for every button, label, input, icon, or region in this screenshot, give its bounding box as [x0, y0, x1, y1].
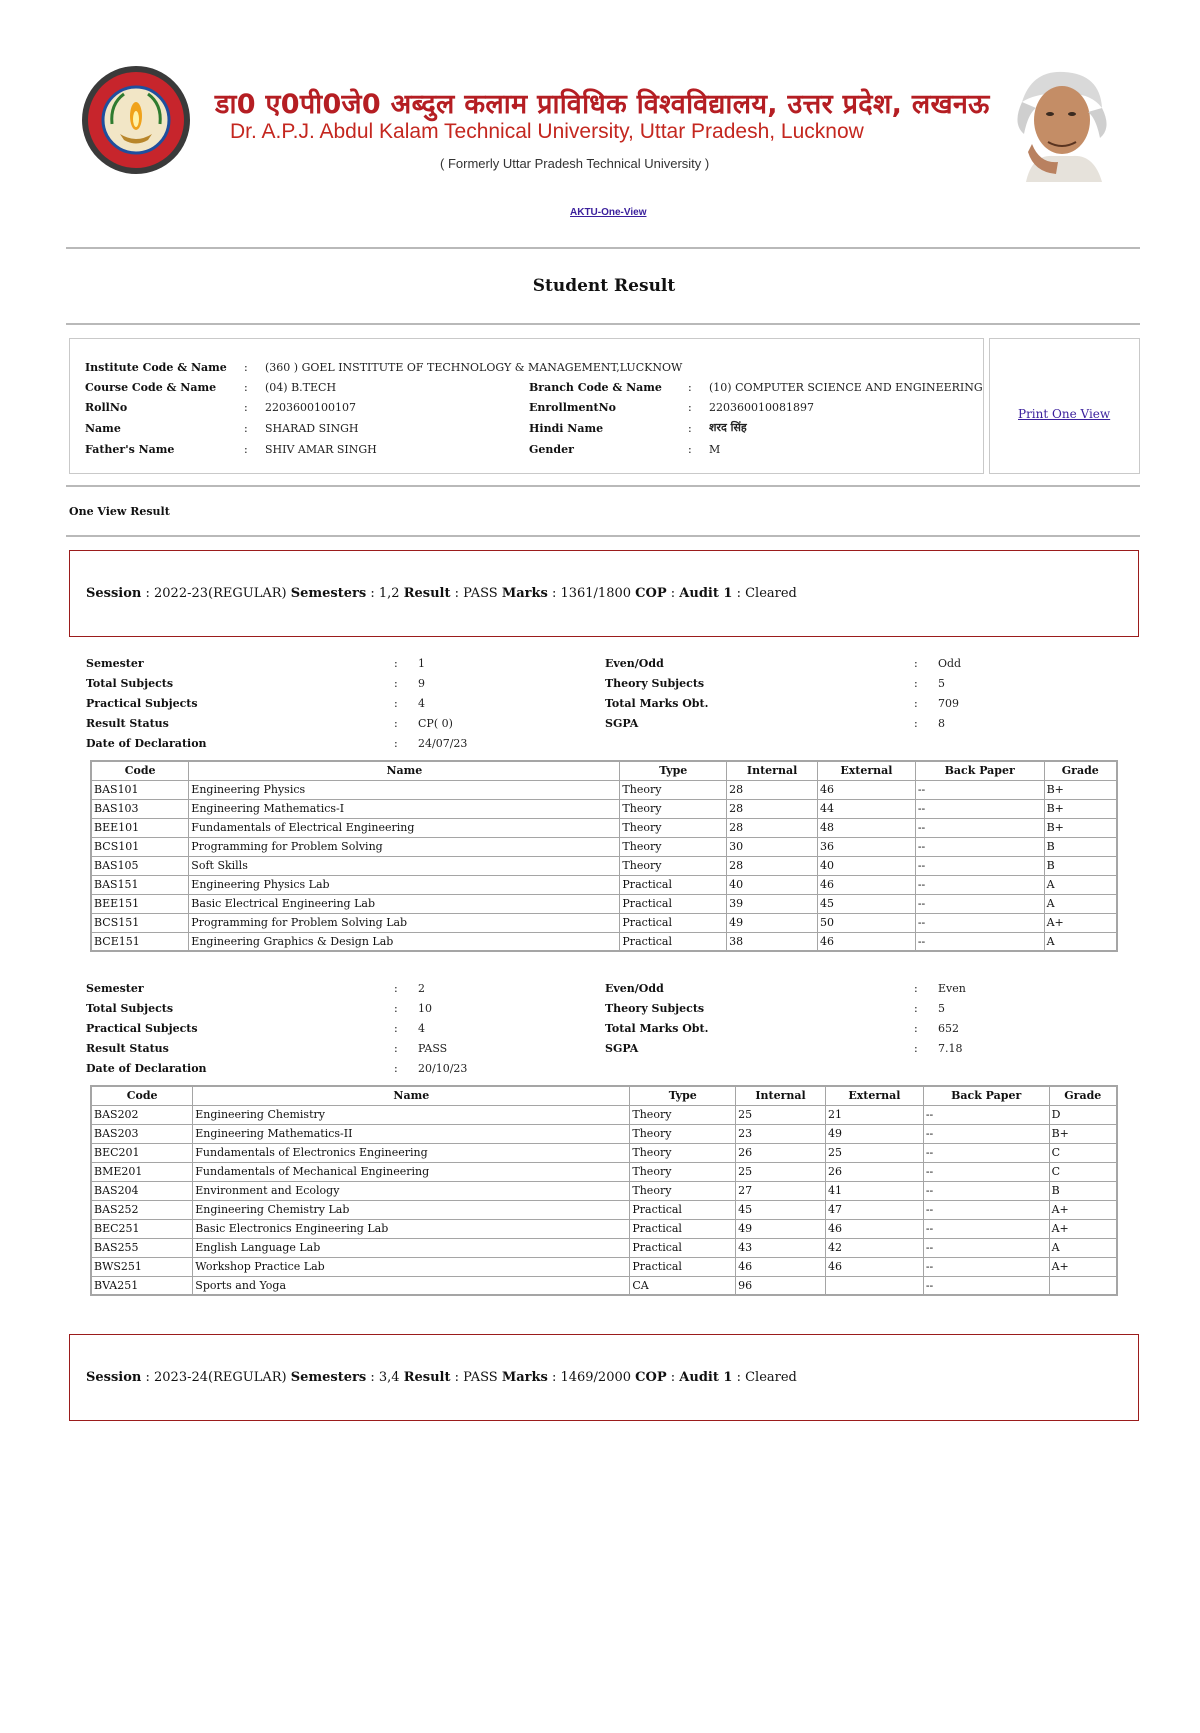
total-marks-value: 709 [938, 697, 959, 710]
colon: : [394, 1062, 398, 1075]
column-header-grade: Grade [1044, 761, 1117, 780]
one-view-result-label: One View Result [69, 505, 170, 518]
institute-value: (360 ) GOEL INSTITUTE OF TECHNOLOGY & MANAGEMENT,LUCKNOW [265, 361, 683, 374]
total-marks-value: 652 [938, 1022, 959, 1035]
back-paper-cell: -- [923, 1238, 1049, 1257]
name-cell: Fundamentals of Mechanical Engineering [193, 1162, 630, 1181]
back-paper-cell: -- [915, 837, 1044, 856]
type-cell: Practical [620, 932, 727, 951]
rollno-value: 2203600100107 [265, 401, 356, 414]
practical-subjects-value: 4 [418, 697, 425, 710]
date-label: Date of Declaration [86, 1062, 207, 1075]
code-cell: BME201 [91, 1162, 193, 1181]
branch-label: Branch Code & Name [529, 381, 662, 394]
marks-value: 1469/2000 [560, 1370, 632, 1385]
colon: : [914, 1022, 918, 1035]
colon: : [914, 697, 918, 710]
internal-cell: 28 [727, 780, 818, 799]
sgpa-value: 7.18 [938, 1042, 963, 1055]
code-cell: BAS101 [91, 780, 189, 799]
back-paper-cell: -- [915, 780, 1044, 799]
rollno-label: RollNo [85, 401, 128, 414]
colon: : [914, 677, 918, 690]
grade-cell: B+ [1044, 818, 1117, 837]
type-cell: Theory [630, 1124, 736, 1143]
internal-cell: 23 [736, 1124, 826, 1143]
session-summary-box [69, 1334, 1139, 1421]
type-cell: Practical [620, 913, 727, 932]
semester-value: 2 [418, 982, 425, 995]
column-header-internal: Internal [727, 761, 818, 780]
back-paper-cell: -- [915, 875, 1044, 894]
external-cell: 41 [826, 1181, 924, 1200]
name-cell: Sports and Yoga [193, 1276, 630, 1295]
grade-cell: A+ [1049, 1219, 1117, 1238]
external-cell: 46 [818, 875, 916, 894]
name-cell: Engineering Chemistry [193, 1105, 630, 1124]
name-cell: Basic Electrical Engineering Lab [189, 894, 620, 913]
even-odd-label: Even/Odd [605, 982, 664, 995]
back-paper-cell: -- [915, 818, 1044, 837]
result-status-value: CP( 0) [418, 717, 453, 730]
grade-cell: C [1049, 1143, 1117, 1162]
external-cell [826, 1276, 924, 1295]
type-cell: Theory [620, 780, 727, 799]
column-header-internal: Internal [736, 1086, 826, 1105]
back-paper-cell: -- [923, 1143, 1049, 1162]
internal-cell: 46 [736, 1257, 826, 1276]
result-status-value: PASS [418, 1042, 448, 1055]
type-cell: Practical [630, 1219, 736, 1238]
external-cell: 48 [818, 818, 916, 837]
semester-1-results-table [90, 760, 1118, 952]
name-cell: Engineering Physics [189, 780, 620, 799]
audit-value: Cleared [745, 1370, 797, 1385]
external-cell: 45 [818, 894, 916, 913]
semester-label: Semester [86, 982, 144, 995]
table-row [91, 1219, 1117, 1238]
external-cell: 49 [826, 1124, 924, 1143]
code-cell: BCS101 [91, 837, 189, 856]
page-title: Student Result [532, 276, 676, 296]
code-cell: BAS202 [91, 1105, 193, 1124]
even-odd-label: Even/Odd [605, 657, 664, 670]
colon: : [394, 1022, 398, 1035]
name-cell: Fundamentals of Electrical Engineering [189, 818, 620, 837]
session-summary-box [69, 550, 1139, 637]
name-cell: English Language Lab [193, 1238, 630, 1257]
table-row [91, 894, 1117, 913]
semesters-value: 3,4 [378, 1370, 400, 1385]
internal-cell: 96 [736, 1276, 826, 1295]
colon: : [914, 657, 918, 670]
back-paper-cell: -- [923, 1124, 1049, 1143]
name-value: SHARAD SINGH [265, 422, 359, 435]
type-cell: Practical [630, 1238, 736, 1257]
total-subjects-label: Total Subjects [86, 1002, 174, 1015]
table-row [91, 1276, 1117, 1295]
table-row [91, 1200, 1117, 1219]
internal-cell: 45 [736, 1200, 826, 1219]
semesters-value: 1,2 [378, 586, 400, 601]
type-cell: Theory [630, 1162, 736, 1181]
external-cell: 25 [826, 1143, 924, 1162]
colon: : [688, 381, 692, 394]
semester-2-results-table [90, 1085, 1118, 1296]
theory-subjects-label: Theory Subjects [605, 677, 705, 690]
colon: : [914, 1002, 918, 1015]
back-paper-cell: -- [923, 1162, 1049, 1181]
name-label: Name [85, 422, 121, 435]
result-status-label: Result Status [86, 717, 169, 730]
code-cell: BAS105 [91, 856, 189, 875]
internal-cell: 28 [727, 818, 818, 837]
table-row [91, 1238, 1117, 1257]
grade-cell: A+ [1044, 913, 1117, 932]
divider [66, 535, 1140, 537]
column-header-code: Code [91, 1086, 193, 1105]
table-row [91, 1143, 1117, 1162]
table-row [91, 932, 1117, 951]
grade-cell: A [1044, 894, 1117, 913]
institute-label: Institute Code & Name [85, 361, 227, 374]
university-banner [0, 0, 1200, 218]
name-cell: Soft Skills [189, 856, 620, 875]
column-header-back-paper: Back Paper [915, 761, 1044, 780]
name-cell: Workshop Practice Lab [193, 1257, 630, 1276]
colon: : [244, 422, 248, 435]
column-header-external: External [818, 761, 916, 780]
back-paper-cell: -- [915, 894, 1044, 913]
external-cell: 40 [818, 856, 916, 875]
column-header-type: Type [620, 761, 727, 780]
code-cell: BWS251 [91, 1257, 193, 1276]
column-header-type: Type [630, 1086, 736, 1105]
column-header-back-paper: Back Paper [923, 1086, 1049, 1105]
gender-value: M [709, 443, 721, 456]
semester-value: 1 [418, 657, 425, 670]
internal-cell: 25 [736, 1162, 826, 1181]
column-header-grade: Grade [1049, 1086, 1117, 1105]
sgpa-label: SGPA [605, 1042, 639, 1055]
colon: : [244, 401, 248, 414]
practical-subjects-label: Practical Subjects [86, 697, 198, 710]
course-label: Course Code & Name [85, 381, 217, 394]
back-paper-cell: -- [923, 1200, 1049, 1219]
external-cell: 46 [818, 780, 916, 799]
colon: : [688, 422, 692, 435]
print-one-view-link[interactable]: Print One View [1018, 407, 1111, 421]
internal-cell: 26 [736, 1143, 826, 1162]
total-subjects-value: 10 [418, 1002, 432, 1015]
name-cell: Programming for Problem Solving [189, 837, 620, 856]
divider [66, 247, 1140, 249]
english-university-title: Dr. A.P.J. Abdul Kalam Technical University, Uttar Pradesh, Lucknow [230, 120, 864, 143]
table-row [91, 1181, 1117, 1200]
grade-cell: B [1049, 1181, 1117, 1200]
colon: : [394, 657, 398, 670]
enrollment-value: 220360010081897 [709, 401, 814, 414]
back-paper-cell: -- [915, 932, 1044, 951]
code-cell: BAS252 [91, 1200, 193, 1219]
colon: : [394, 697, 398, 710]
external-cell: 46 [826, 1257, 924, 1276]
type-cell: Theory [630, 1105, 736, 1124]
total-subjects-label: Total Subjects [86, 677, 174, 690]
name-cell: Fundamentals of Electronics Engineering [193, 1143, 630, 1162]
table-row [91, 818, 1117, 837]
type-cell: Practical [620, 894, 727, 913]
code-cell: BVA251 [91, 1276, 193, 1295]
colon: : [394, 1042, 398, 1055]
column-header-code: Code [91, 761, 189, 780]
colon: : [914, 1042, 918, 1055]
table-row [91, 913, 1117, 932]
table-row [91, 780, 1117, 799]
internal-cell: 28 [727, 856, 818, 875]
column-header-name: Name [193, 1086, 630, 1105]
type-cell: Theory [620, 856, 727, 875]
code-cell: BEC251 [91, 1219, 193, 1238]
table-row [91, 1105, 1117, 1124]
internal-cell: 38 [727, 932, 818, 951]
code-cell: BEE101 [91, 818, 189, 837]
internal-cell: 49 [727, 913, 818, 932]
external-cell: 36 [818, 837, 916, 856]
colon: : [688, 401, 692, 414]
code-cell: BAS151 [91, 875, 189, 894]
name-cell: Engineering Mathematics-II [193, 1124, 630, 1143]
code-cell: BAS255 [91, 1238, 193, 1257]
table-row [91, 875, 1117, 894]
date-value: 24/07/23 [418, 737, 468, 750]
grade-cell: C [1049, 1162, 1117, 1181]
audit-value: Cleared [745, 586, 797, 601]
colon: : [688, 443, 692, 456]
table-row [91, 1124, 1117, 1143]
hindi-university-title: डा0 ए0पी0जे0 अब्दुल कलाम प्राविधिक विश्वविद्यालय, उत्तर प्रदेश, लखनऊ [215, 89, 990, 120]
kalam-portrait-icon [1002, 64, 1118, 182]
external-cell: 50 [818, 913, 916, 932]
sgpa-value: 8 [938, 717, 945, 730]
back-paper-cell: -- [915, 856, 1044, 875]
practical-subjects-label: Practical Subjects [86, 1022, 198, 1035]
colon: : [394, 677, 398, 690]
name-cell: Engineering Mathematics-I [189, 799, 620, 818]
internal-cell: 25 [736, 1105, 826, 1124]
internal-cell: 27 [736, 1181, 826, 1200]
sgpa-label: SGPA [605, 717, 639, 730]
divider [66, 485, 1140, 487]
branch-value: (10) COMPUTER SCIENCE AND ENGINEERING [709, 381, 983, 394]
grade-cell: A+ [1049, 1200, 1117, 1219]
external-cell: 47 [826, 1200, 924, 1219]
result-status-label: Result Status [86, 1042, 169, 1055]
column-header-name: Name [189, 761, 620, 780]
back-paper-cell: -- [923, 1276, 1049, 1295]
semester-label: Semester [86, 657, 144, 670]
colon: : [914, 982, 918, 995]
grade-cell: B [1044, 837, 1117, 856]
internal-cell: 40 [727, 875, 818, 894]
external-cell: 44 [818, 799, 916, 818]
practical-subjects-value: 4 [418, 1022, 425, 1035]
external-cell: 21 [826, 1105, 924, 1124]
code-cell: BCS151 [91, 913, 189, 932]
session-value: 2022-23(REGULAR) [154, 586, 287, 601]
code-cell: BAS204 [91, 1181, 193, 1200]
grade-cell: A+ [1049, 1257, 1117, 1276]
marks-value: 1361/1800 [560, 586, 632, 601]
father-name-value: SHIV AMAR SINGH [265, 443, 377, 456]
type-cell: CA [630, 1276, 736, 1295]
table-row [91, 856, 1117, 875]
divider [66, 323, 1140, 325]
name-cell: Engineering Chemistry Lab [193, 1200, 630, 1219]
grade-cell: B+ [1049, 1124, 1117, 1143]
external-cell: 42 [826, 1238, 924, 1257]
internal-cell: 28 [727, 799, 818, 818]
hindi-name-value: शरद सिंह [709, 421, 747, 434]
colon: : [394, 737, 398, 750]
type-cell: Theory [620, 799, 727, 818]
table-row [91, 799, 1117, 818]
type-cell: Practical [620, 875, 727, 894]
name-cell: Programming for Problem Solving Lab [189, 913, 620, 932]
code-cell: BEC201 [91, 1143, 193, 1162]
formerly-text: ( Formerly Uttar Pradesh Technical University ) [440, 156, 710, 171]
back-paper-cell: -- [915, 913, 1044, 932]
session-summary-line: Session : 2023-24(REGULAR) Semesters : 3,4 Result : PASS Marks : 1469/2000 COP : Audit 1 : Cleared [86, 1370, 797, 1385]
date-label: Date of Declaration [86, 737, 207, 750]
back-paper-cell: -- [923, 1257, 1049, 1276]
type-cell: Theory [630, 1143, 736, 1162]
table-row [91, 1162, 1117, 1181]
colon: : [244, 381, 248, 394]
colon: : [244, 443, 248, 456]
father-name-label: Father's Name [85, 443, 175, 456]
colon: : [914, 717, 918, 730]
back-paper-cell: -- [923, 1105, 1049, 1124]
back-paper-cell: -- [915, 799, 1044, 818]
name-cell: Environment and Ecology [193, 1181, 630, 1200]
internal-cell: 39 [727, 894, 818, 913]
total-marks-label: Total Marks Obt. [605, 697, 709, 710]
grade-cell: A [1044, 875, 1117, 894]
external-cell: 26 [826, 1162, 924, 1181]
back-paper-cell: -- [923, 1219, 1049, 1238]
even-odd-value: Odd [938, 657, 962, 670]
theory-subjects-label: Theory Subjects [605, 1002, 705, 1015]
theory-subjects-value: 5 [938, 677, 945, 690]
session-value: 2023-24(REGULAR) [154, 1370, 287, 1385]
external-cell: 46 [818, 932, 916, 951]
internal-cell: 30 [727, 837, 818, 856]
total-subjects-value: 9 [418, 677, 425, 690]
session-summary-line: Session : 2022-23(REGULAR) Semesters : 1,2 Result : PASS Marks : 1361/1800 COP : Audit 1 : Cleared [86, 586, 797, 601]
code-cell: BAS203 [91, 1124, 193, 1143]
grade-cell: B+ [1044, 780, 1117, 799]
type-cell: Practical [630, 1257, 736, 1276]
table-row [91, 837, 1117, 856]
internal-cell: 49 [736, 1219, 826, 1238]
code-cell: BAS103 [91, 799, 189, 818]
grade-cell: B+ [1044, 799, 1117, 818]
name-cell: Engineering Graphics & Design Lab [189, 932, 620, 951]
back-paper-cell: -- [923, 1181, 1049, 1200]
name-cell: Engineering Physics Lab [189, 875, 620, 894]
table-header-row [91, 1086, 1117, 1105]
result-value: PASS [463, 1370, 498, 1385]
type-cell: Practical [630, 1200, 736, 1219]
result-value: PASS [463, 586, 498, 601]
code-cell: BEE151 [91, 894, 189, 913]
table-header-row [91, 761, 1117, 780]
total-marks-label: Total Marks Obt. [605, 1022, 709, 1035]
type-cell: Theory [620, 818, 727, 837]
gender-label: Gender [529, 443, 574, 456]
course-value: (04) B.TECH [265, 381, 337, 394]
grade-cell [1049, 1276, 1117, 1295]
grade-cell: D [1049, 1105, 1117, 1124]
enrollment-label: EnrollmentNo [529, 401, 616, 414]
code-cell: BCE151 [91, 932, 189, 951]
column-header-external: External [826, 1086, 924, 1105]
colon: : [394, 1002, 398, 1015]
grade-cell: A [1044, 932, 1117, 951]
internal-cell: 43 [736, 1238, 826, 1257]
external-cell: 46 [826, 1219, 924, 1238]
even-odd-value: Even [938, 982, 966, 995]
date-value: 20/10/23 [418, 1062, 468, 1075]
colon: : [394, 982, 398, 995]
print-panel [989, 338, 1140, 474]
aktu-one-view-link[interactable]: AKTU-One-View [570, 207, 647, 218]
university-logo-icon [80, 64, 192, 176]
name-cell: Basic Electronics Engineering Lab [193, 1219, 630, 1238]
table-row [91, 1257, 1117, 1276]
student-info-panel [69, 338, 984, 474]
grade-cell: A [1049, 1238, 1117, 1257]
colon: : [244, 361, 248, 374]
hindi-name-label: Hindi Name [529, 422, 604, 435]
colon: : [394, 717, 398, 730]
type-cell: Theory [630, 1181, 736, 1200]
grade-cell: B [1044, 856, 1117, 875]
type-cell: Theory [620, 837, 727, 856]
theory-subjects-value: 5 [938, 1002, 945, 1015]
